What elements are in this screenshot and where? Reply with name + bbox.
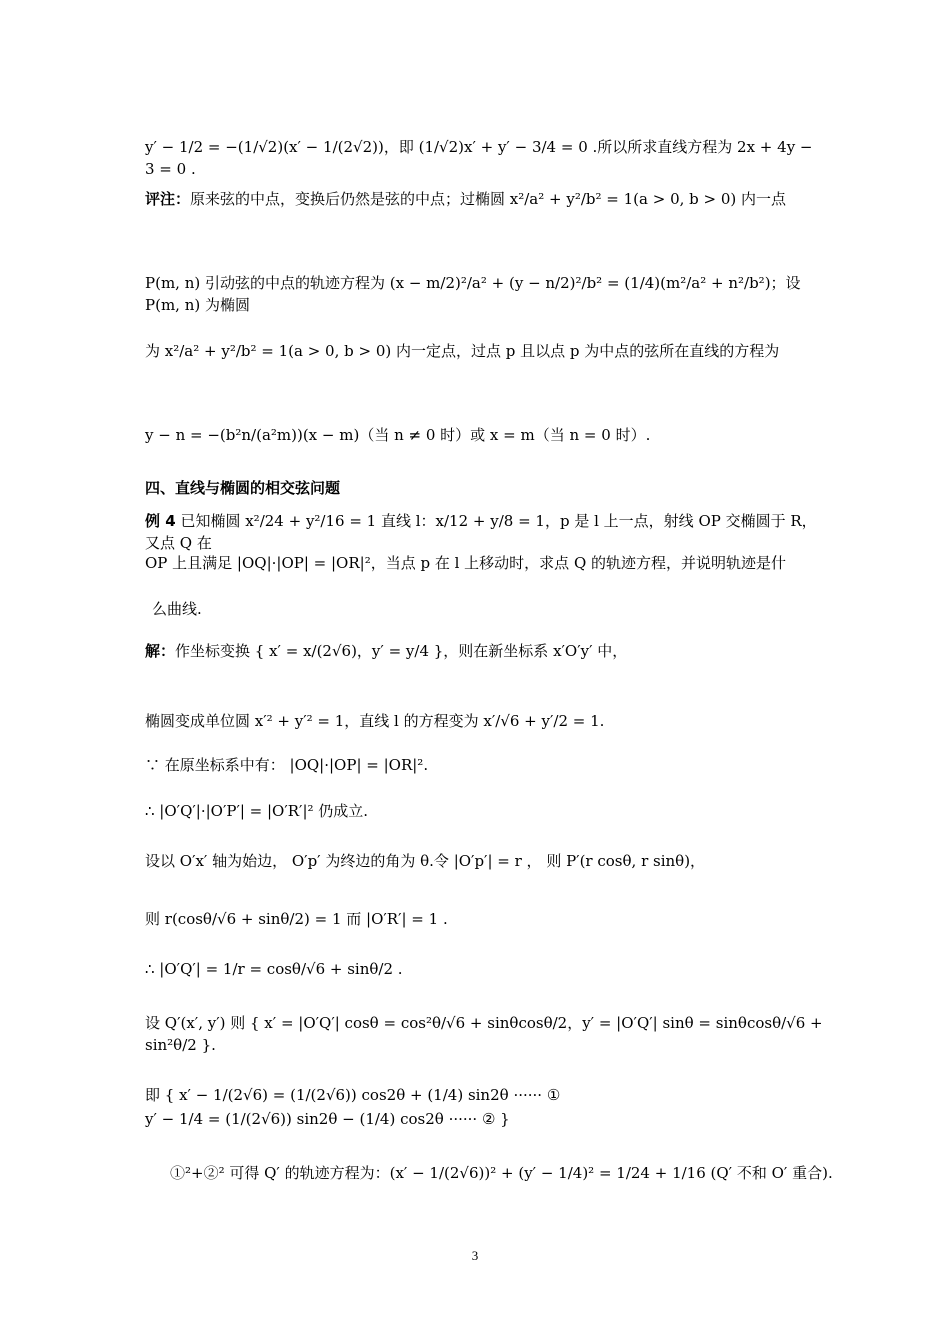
solution-text-1: 作坐标变换 { x′ = x/(2√6)，y′ = y/4 }，则在新坐标系 x′O′y′ 中，: [175, 642, 628, 660]
comment-label: 评注：: [145, 190, 191, 208]
example-4-line-3: 么曲线.: [152, 600, 202, 618]
comment-paragraph-line-1: [145, 188, 825, 210]
solution-line-1: [145, 640, 825, 662]
comment-paragraph-line-3: 为 x²/a² + y²/b² = 1(a > 0, b > 0) 内一定点，过点 p 且以点 p 为中点的弦所在直线的方程为: [145, 342, 780, 360]
example-4-label: 例 4: [145, 512, 176, 530]
solution-label: 解：: [145, 642, 176, 660]
solution-line-9b: y′ − 1/4 = (1/(2√6)) sin2θ − (1/4) cos2θ ······ ② }: [145, 1110, 510, 1128]
solution-line-6: 则 r(cosθ/√6 + sinθ/2) = 1 而 |O′R′| = 1 .: [145, 910, 448, 928]
solution-line-7: ∴ |O′Q′| = 1/r = cosθ/√6 + sinθ/2 .: [145, 960, 403, 978]
section-heading: 四、直线与椭圆的相交弦问题: [145, 479, 341, 497]
solution-line-5: 设以 O′x′ 轴为始边， O′p′ 为终边的角为 θ.令 |O′p′| = r ， 则 P′(r cosθ, r sinθ)，: [145, 852, 706, 870]
comment-paragraph-line-4: y − n = −(b²n/(a²m))(x − m)（当 n ≠ 0 时）或 x = m（当 n = 0 时）.: [145, 426, 651, 444]
comment-text: 原来弦的中点，变换后仍然是弦的中点；过椭圆 x²/a² + y²/b² = 1(a > 0, b > 0) 内一点: [190, 190, 787, 208]
solution-line-9a: 即 { x′ − 1/(2√6) = (1/(2√6)) cos2θ + (1/4) sin2θ ······ ①: [145, 1086, 561, 1104]
solution-line-2: 椭圆变成单位圆 x′² + y′² = 1，直线 l 的方程变为 x′/√6 + y′/2 = 1.: [145, 712, 605, 730]
solution-line-4: ∴ |O′Q′|·|O′P′| = |O′R′|² 仍成立.: [145, 802, 369, 820]
solution-line-8: 设 Q′(x′, y′) 则 { x′ = |O′Q′| cosθ = cos²θ/√6 + sinθcosθ/2，y′ = |O′Q′| sinθ = sinθcosθ/√6 + sin²θ/2 }.: [145, 1014, 823, 1054]
equation-line-1: y′ − 1/2 = −(1/√2)(x′ − 1/(2√2))，即 (1/√2)x′ + y′ − 3/4 = 0 .所以所求直线方程为 2x + 4y − 3 = 0 .: [145, 138, 813, 178]
example-4-line-2: OP 上且满足 |OQ|·|OP| = |OR|²，当点 p 在 l 上移动时，求点 Q 的轨迹方程，并说明轨迹是什: [145, 554, 787, 572]
solution-line-3: ∵ 在原坐标系中有： |OQ|·|OP| = |OR|².: [145, 756, 429, 774]
page-number: 3: [471, 1248, 479, 1263]
solution-line-10: ①²+②² 可得 Q′ 的轨迹方程为：(x′ − 1/(2√6))² + (y′ − 1/4)² = 1/24 + 1/16 (Q′ 不和 O′ 重合).: [170, 1164, 833, 1182]
comment-paragraph-line-2: P(m, n) 引动弦的中点的轨迹方程为 (x − m/2)²/a² + (y − n/2)²/b² = (1/4)(m²/a² + n²/b²)；设 P(m, n) 为椭圆: [145, 274, 801, 314]
example-4-line-1: [145, 510, 825, 554]
example-4-text: 已知椭圆 x²/24 + y²/16 = 1 直线 l：x/12 + y/8 = 1，p 是 l 上一点，射线 OP 交椭圆于 R，又点 Q 在: [145, 512, 817, 552]
